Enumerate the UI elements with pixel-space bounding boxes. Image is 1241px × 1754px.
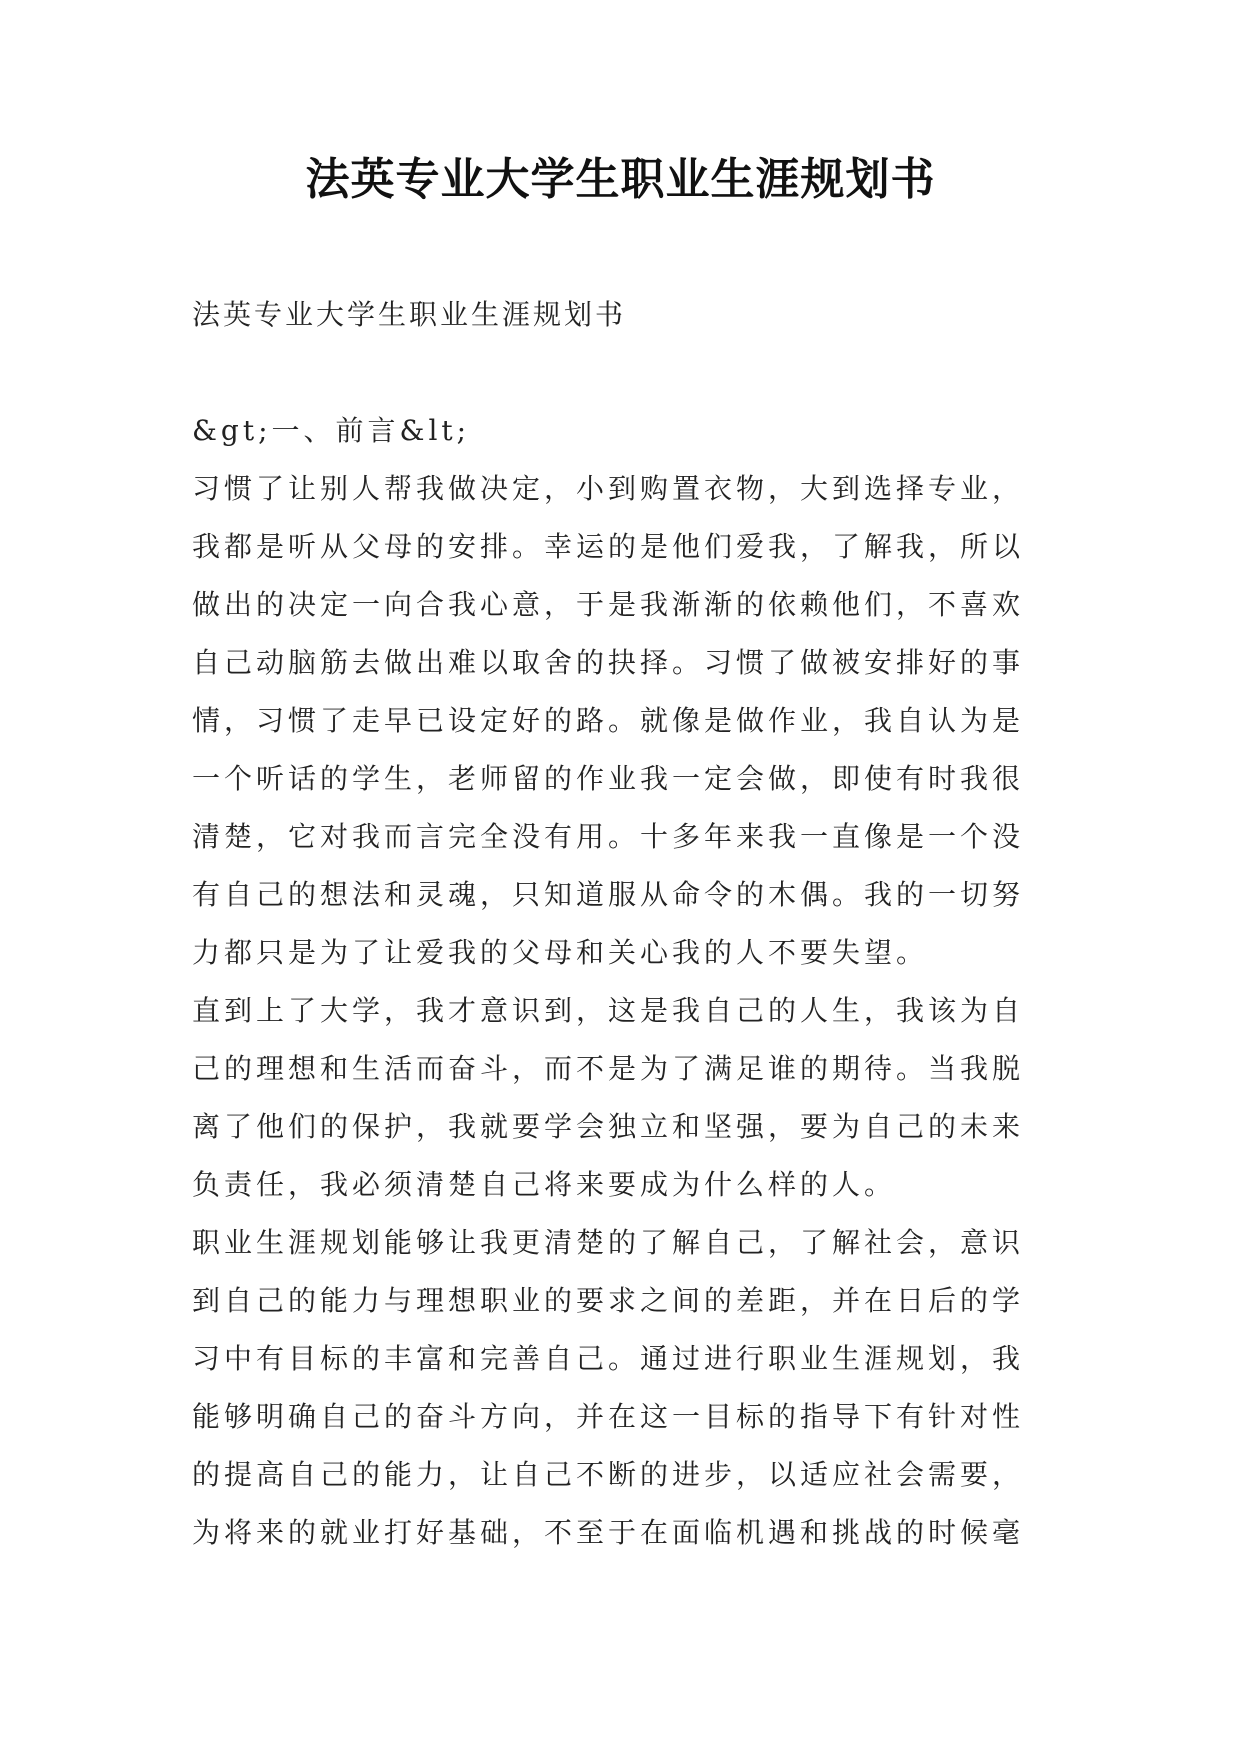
body-line: 己的理想和生活而奋斗，而不是为了满足谁的期待。当我脱 xyxy=(192,1052,1025,1085)
document-title: 法英专业大学生职业生涯规划书 xyxy=(305,154,936,205)
body-line: 一个听话的学生，老师留的作业我一定会做，即使有时我很 xyxy=(192,762,1025,795)
body-line: 力都只是为了让爱我的父母和关心我的人不要失望。 xyxy=(192,936,929,969)
body-line: 能够明确自己的奋斗方向，并在这一目标的指导下有针对性 xyxy=(192,1400,1025,1433)
body-line: 负责任，我必须清楚自己将来要成为什么样的人。 xyxy=(192,1168,897,1201)
body-line: 为将来的就业打好基础，不至于在面临机遇和挑战的时候毫 xyxy=(192,1516,1025,1549)
document-body xyxy=(192,402,1052,1562)
body-line: 清楚，它对我而言完全没有用。十多年来我一直像是一个没 xyxy=(192,820,1025,853)
body-line: 的提高自己的能力，让自己不断的进步，以适应社会需要， xyxy=(192,1458,1025,1491)
body-line: 离了他们的保护，我就要学会独立和坚强，要为自己的未来 xyxy=(192,1110,1025,1143)
document-subtitle: 法英专业大学生职业生涯规划书 xyxy=(192,298,627,331)
section-heading-preface: &gt;一、前言&lt; xyxy=(192,414,471,447)
body-line: 自己动脑筋去做出难以取舍的抉择。习惯了做被安排好的事 xyxy=(192,646,1025,679)
body-line: 到自己的能力与理想职业的要求之间的差距，并在日后的学 xyxy=(192,1284,1025,1317)
body-line: 有自己的想法和灵魂，只知道服从命令的木偶。我的一切努 xyxy=(192,878,1025,911)
body-line: 职业生涯规划能够让我更清楚的了解自己，了解社会，意识 xyxy=(192,1226,1025,1259)
body-line: 直到上了大学，我才意识到，这是我自己的人生，我该为自 xyxy=(192,994,1025,1027)
body-line: 做出的决定一向合我心意，于是我渐渐的依赖他们，不喜欢 xyxy=(192,588,1025,621)
body-line: 习惯了让别人帮我做决定，小到购置衣物，大到选择专业， xyxy=(192,472,1025,505)
body-line: 情，习惯了走早已设定好的路。就像是做作业，我自认为是 xyxy=(192,704,1025,737)
body-line: 习中有目标的丰富和完善自己。通过进行职业生涯规划，我 xyxy=(192,1342,1025,1375)
body-line: 我都是听从父母的安排。幸运的是他们爱我，了解我，所以 xyxy=(192,530,1025,563)
